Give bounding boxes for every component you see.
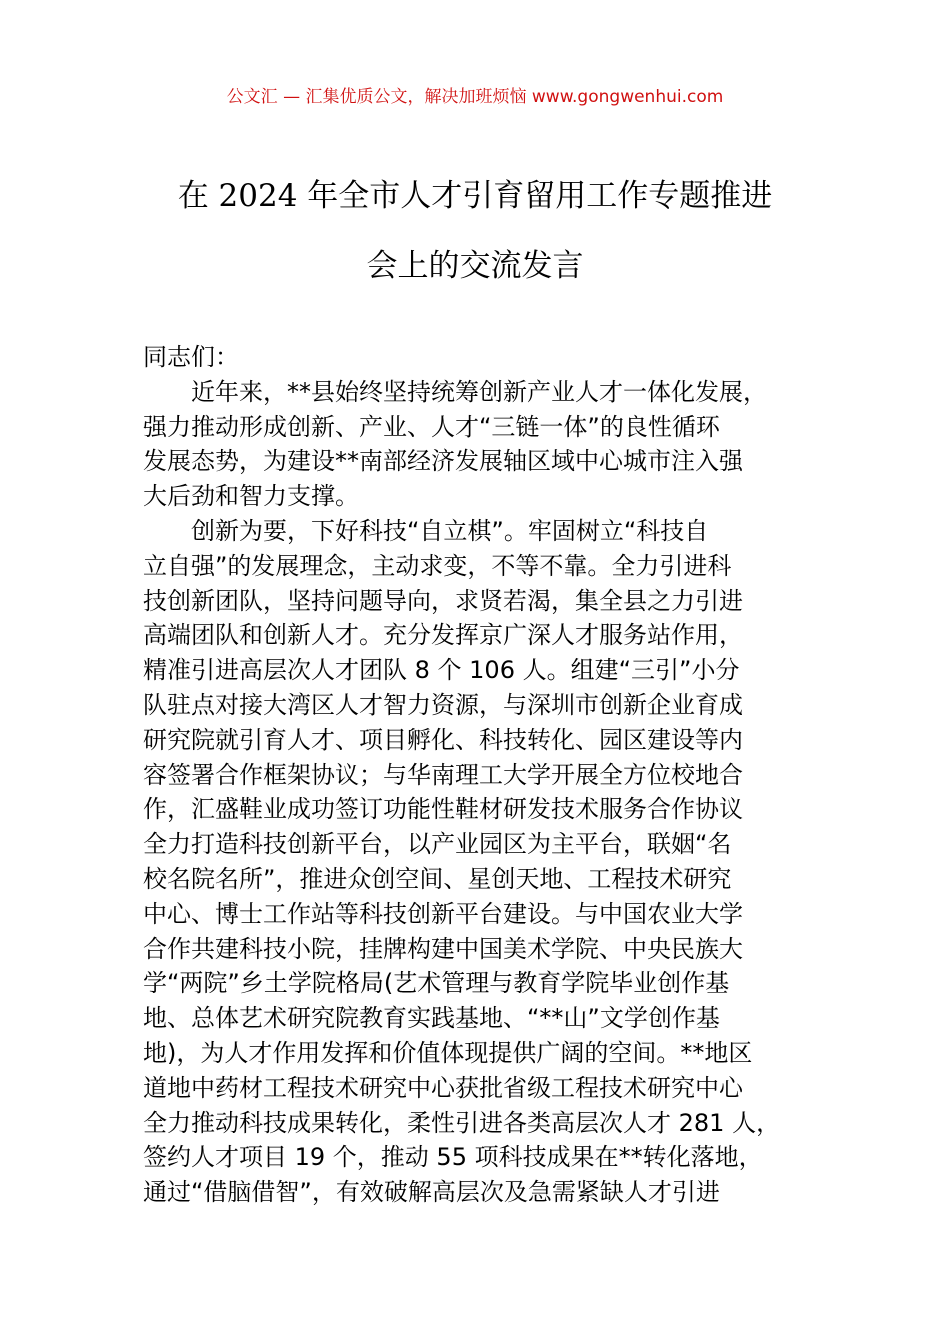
body-line: 大后劲和智力支撑。 xyxy=(143,482,359,511)
body-line: 道地中药材工程技术研究中心获批省级工程技术研究中心 xyxy=(143,1073,743,1102)
body-line: 技创新团队，坚持问题导向，求贤若渴，集全县之力引进 xyxy=(143,586,743,615)
body-line: 精准引进高层次人才团队 8 个 106 人。组建“三引”小分 xyxy=(143,656,740,685)
watermark-header: 公文汇 — 汇集优质公文，解决加班烦恼 www.gongwenhui.com xyxy=(226,87,724,107)
body-line: 立自强”的发展理念，主动求变，不等不靠。全力引进科 xyxy=(143,551,732,580)
title-line-2: 会上的交流发言 xyxy=(366,248,584,284)
body-line: 中心、博士工作站等科技创新平台建设。与中国农业大学 xyxy=(143,899,743,928)
body-line: 发展态势，为建设**南部经济发展轴区域中心城市注入强 xyxy=(143,447,743,476)
body-line: 强力推动形成创新、产业、人才“三链一体”的良性循环 xyxy=(143,412,720,441)
body-line: 创新为要，下好科技“自立棋”。牢固树立“科技自 xyxy=(191,516,709,545)
body-line: 学“两院”乡土学院格局(艺术管理与教育学院毕业创作基 xyxy=(143,969,730,998)
body-line: 容签署合作框架协议；与华南理工大学开展全方位校地合 xyxy=(143,760,743,789)
body-line: 近年来，**县始终坚持统筹创新产业人才一体化发展， xyxy=(191,377,767,406)
body-line: 地)，为人才作用发挥和价值体现提供广阔的空间。**地区 xyxy=(143,1038,753,1067)
body-line: 研究院就引育人才、项目孵化、科技转化、园区建设等内 xyxy=(143,725,743,754)
body-line: 全力推动科技成果转化，柔性引进各类高层次人才 281 人， xyxy=(143,1108,781,1137)
body-line: 校名院名所”，推进众创空间、星创天地、工程技术研究 xyxy=(143,864,732,893)
body-line: 作，汇盛鞋业成功签订功能性鞋材研发技术服务合作协议 xyxy=(143,795,743,824)
body-line: 签约人才项目 19 个，推动 55 项科技成果在**转化落地， xyxy=(143,1143,763,1172)
document-body xyxy=(143,340,833,1210)
body-line: 通过“借脑借智”，有效破解高层次及急需紧缺人才引进 xyxy=(143,1178,720,1207)
salutation: 同志们： xyxy=(143,343,239,371)
body-line: 全力打造科技创新平台，以产业园区为主平台，联姻“名 xyxy=(143,830,732,859)
body-line: 队驻点对接大湾区人才智力资源，与深圳市创新企业育成 xyxy=(143,690,743,719)
title-line-1: 在 2024 年全市人才引育留用工作专题推进 xyxy=(177,178,773,214)
document-title xyxy=(120,176,830,286)
body-line: 高端团队和创新人才。充分发挥京广深人才服务站作用， xyxy=(143,621,743,650)
body-line: 合作共建科技小院，挂牌构建中国美术学院、中央民族大 xyxy=(143,934,743,963)
body-line: 地、总体艺术研究院教育实践基地、“**山”文学创作基 xyxy=(143,1004,720,1033)
